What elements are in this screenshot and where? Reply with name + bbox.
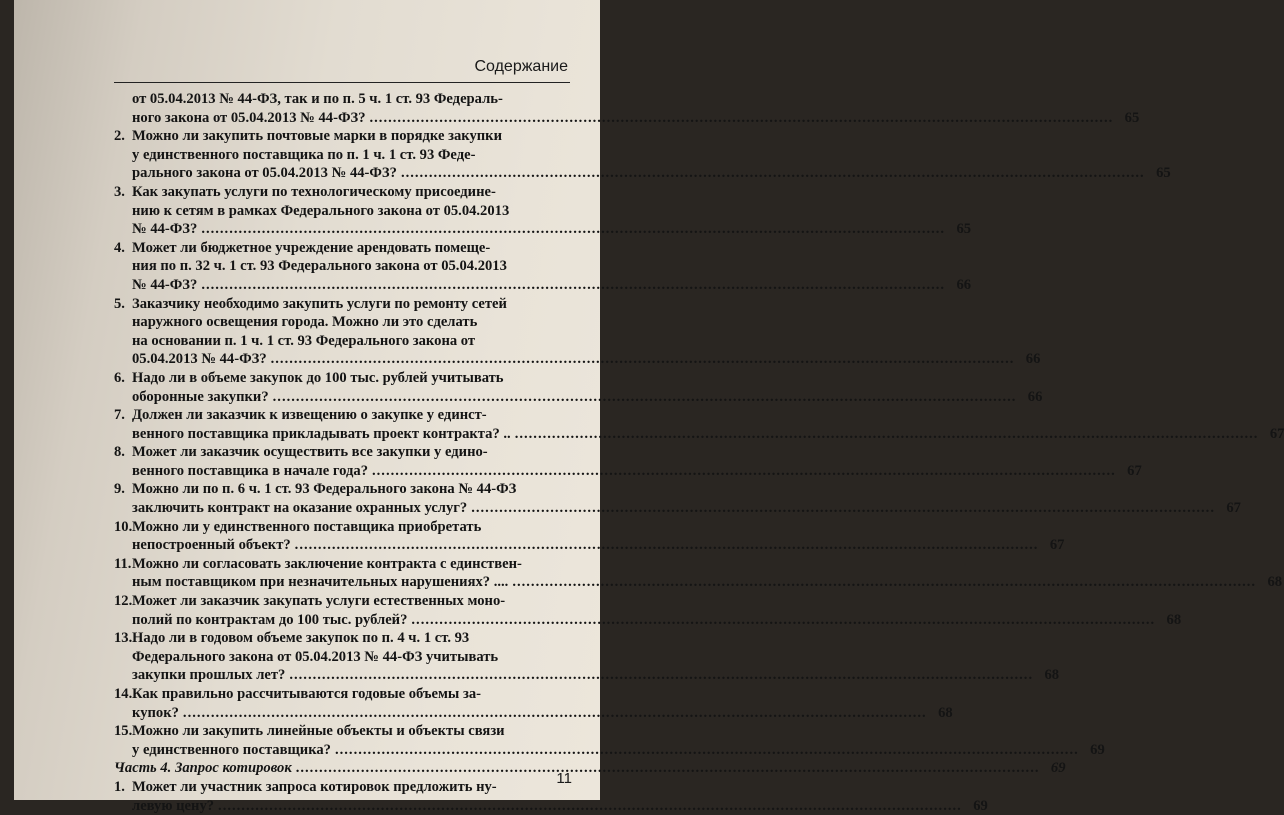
toc-entry-line: Можно ли закупить линейные объекты и объекты связи: [132, 723, 505, 740]
toc-page-number: 66: [1025, 351, 1041, 368]
toc-entry-line: Должен ли заказчик к извещению о закупке у единст-: [132, 407, 487, 424]
toc-entry-body: [132, 629, 1059, 685]
toc-entry-text: Часть 4. Запрос котировок: [114, 760, 292, 777]
toc-page-number: 67: [1127, 462, 1142, 479]
toc-page-number: 68: [1044, 667, 1060, 684]
toc-entry-line: [132, 462, 1142, 481]
toc-entry-number: 13.: [114, 630, 133, 647]
toc-entry-line: Может ли участник запроса котировок предложить ну-: [132, 778, 497, 795]
toc-entry-body: [132, 369, 1042, 406]
toc-entry-number: 1.: [114, 778, 125, 795]
toc-entry-body: [132, 685, 953, 722]
toc-entry-number: 12.: [114, 593, 133, 610]
toc-entry-body: [132, 90, 1139, 127]
book-page: [14, 0, 1284, 814]
toc-entry: [114, 518, 1065, 555]
toc-leader-dots: [201, 220, 945, 239]
toc-page-number: 67: [1269, 425, 1284, 442]
toc-entry: [114, 295, 1041, 369]
toc-entry-text: купок?: [132, 704, 179, 721]
toc-leader-dots: [471, 499, 1215, 518]
toc-entry: [114, 443, 1142, 480]
toc-entry-line: [132, 536, 1064, 555]
toc-entry-line: [132, 388, 1042, 407]
toc-entry-line: у единственного поставщика по п. 1 ч. 1 ст. 93 Феде-: [132, 146, 476, 163]
toc-entry-text: венного поставщика прикладывать проект контракта? ..: [132, 425, 511, 442]
toc-entry-text: полий по контрактам до 100 тыс. рублей?: [132, 611, 408, 628]
toc-entry-number: [114, 90, 132, 127]
toc-entry: [114, 592, 1182, 629]
toc-entry-text: ным поставщиком при незначительных нарушениях? ....: [132, 574, 509, 591]
toc-leader-dots: [370, 109, 1114, 128]
header-title: Содержание: [474, 58, 568, 75]
toc-page-number: 69: [973, 797, 988, 814]
toc-leader-dots: [201, 276, 945, 295]
toc-entry: [114, 629, 1060, 685]
toc-entry-body: [132, 127, 1171, 183]
toc-entry-body: [132, 722, 1105, 759]
toc-entry-line: Может ли заказчик осуществить все закупки у едино-: [132, 444, 488, 461]
toc-entry-line: Заказчику необходимо закупить услуги по ремонту сетей: [132, 295, 507, 312]
toc-entry-line: от 05.04.2013 № 44-ФЗ, так и по п. 5 ч. 1 ст. 93 Федераль-: [132, 91, 503, 107]
toc-entry-body: [132, 295, 1040, 369]
toc-entry-line: [132, 666, 1059, 685]
toc-entry-line: Можно ли по п. 6 ч. 1 ст. 93 Федерального закона № 44-ФЗ: [132, 481, 517, 498]
toc-entry-line: Федерального закона от 05.04.2013 № 44-ФЗ учитывать: [132, 648, 499, 665]
table-of-contents: [114, 90, 1284, 815]
toc-entry-line: [132, 164, 1171, 183]
toc-entry: [114, 183, 972, 239]
toc-page-number: 68: [1267, 574, 1283, 591]
toc-page-number: 67: [1226, 500, 1241, 517]
toc-entry-body: [132, 183, 971, 239]
toc-page-number: 69: [1050, 760, 1066, 777]
toc-entry-line: Можно ли у единственного поставщика приобретать: [132, 518, 482, 535]
toc-leader-dots: [183, 704, 927, 723]
toc-entry-line: Как закупать услуги по технологическому присоедине-: [132, 183, 496, 200]
toc-leader-dots: [401, 164, 1145, 183]
toc-entry-number: 15.: [114, 723, 133, 740]
toc-entry-line: на основании п. 1 ч. 1 ст. 93 Федерального закона от: [132, 332, 476, 349]
toc-entry: [114, 90, 1140, 127]
toc-entry-text: № 44-ФЗ?: [132, 276, 198, 293]
toc-entry-line: ния по п. 32 ч. 1 ст. 93 Федерального закона от 05.04.2013: [132, 258, 507, 275]
toc-entry-number: 6.: [114, 369, 125, 386]
toc-entry: [114, 239, 972, 295]
toc-leader-dots: [515, 425, 1259, 444]
running-header: [114, 56, 570, 83]
toc-entry-text: венного поставщика в начале года?: [132, 462, 368, 479]
toc-entry: [114, 555, 1283, 592]
toc-entry-number: 3.: [114, 183, 125, 200]
toc-entry-line: Можно ли закупить почтовые марки в порядке закупки: [132, 128, 502, 145]
toc-leader-dots: [296, 759, 1040, 778]
toc-entry-number: 4.: [114, 239, 125, 256]
toc-entry-line: [132, 704, 953, 723]
toc-entry-body: [114, 759, 1065, 778]
toc-page-number: 69: [1090, 741, 1105, 758]
toc-entry-line: Надо ли в объеме закупок до 100 тыс. рублей учитывать: [132, 369, 504, 386]
toc-entry-body: [132, 443, 1142, 480]
toc-entry-number: 8.: [114, 444, 125, 461]
toc-entry-text: непостроенный объект?: [132, 537, 291, 554]
toc-entry: [114, 685, 953, 722]
toc-entry-line: [132, 611, 1181, 630]
toc-entry-number: 11.: [114, 555, 132, 572]
toc-entry-line: [132, 425, 1284, 444]
toc-leader-dots: [335, 741, 1079, 760]
toc-page-number: 65: [1156, 165, 1171, 182]
toc-entry: [114, 722, 1105, 759]
toc-entry-text: оборонные закупки?: [132, 388, 269, 405]
toc-entry-text: закупки прошлых лет?: [132, 667, 286, 684]
toc-part-heading: [114, 759, 1066, 778]
toc-entry: [114, 127, 1171, 183]
toc-entry: [114, 369, 1043, 406]
toc-entry-line: Как правильно рассчитываются годовые объемы за-: [132, 686, 481, 702]
toc-page-number: 65: [1124, 109, 1140, 126]
toc-entry-number: 2.: [114, 128, 125, 145]
toc-entry-line: [114, 759, 1065, 778]
toc-entry-body: [132, 592, 1181, 629]
toc-leader-dots: [289, 666, 1033, 685]
toc-entry-number: 10.: [114, 518, 133, 535]
toc-entry-body: [132, 406, 1284, 443]
toc-leader-dots: [271, 350, 1015, 369]
toc-entry-line: [132, 741, 1105, 760]
toc-leader-dots: [372, 462, 1116, 481]
toc-leader-dots: [295, 536, 1039, 555]
toc-entry-body: [132, 480, 1241, 517]
toc-entry-line: [132, 573, 1282, 592]
toc-leader-dots: [218, 797, 962, 815]
toc-entry-line: [132, 220, 971, 239]
toc-entry-text: № 44-ФЗ?: [132, 221, 198, 238]
toc-leader-dots: [411, 611, 1155, 630]
toc-entry-line: Надо ли в годовом объеме закупок по п. 4 ч. 1 ст. 93: [132, 630, 470, 647]
toc-entry-line: Можно ли согласовать заключение контракта с единствен-: [132, 555, 522, 572]
toc-entry-body: [132, 518, 1064, 555]
page-number: 11: [556, 770, 572, 787]
toc-entry-line: [132, 276, 971, 295]
toc-page-number: 66: [956, 276, 972, 293]
toc-entry-line: [132, 499, 1241, 518]
toc-entry-number: 9.: [114, 481, 125, 498]
toc-entry-text: 05.04.2013 № 44-ФЗ?: [132, 351, 267, 368]
toc-entry-line: Может ли заказчик закупать услуги естественных моно-: [132, 593, 506, 610]
toc-page-number: 68: [938, 704, 953, 721]
toc-entry-line: Может ли бюджетное учреждение арендовать помеще-: [132, 239, 491, 256]
toc-entry-number: 7.: [114, 407, 125, 424]
toc-entry-body: [132, 555, 1282, 592]
toc-page-number: 68: [1166, 611, 1182, 628]
toc-entry-line: [132, 797, 988, 815]
toc-entry-line: наружного освещения города. Можно ли это сделать: [132, 314, 478, 331]
toc-page-number: 65: [956, 221, 972, 238]
toc-entry-number: 5.: [114, 295, 125, 312]
toc-leader-dots: [512, 573, 1256, 592]
toc-entry: [114, 480, 1241, 517]
toc-entry-text: рального закона от 05.04.2013 № 44-ФЗ?: [132, 165, 397, 182]
toc-entry-text: заключить контракт на оказание охранных услуг?: [132, 500, 468, 517]
toc-entry-text: ного закона от 05.04.2013 № 44-ФЗ?: [132, 109, 366, 126]
toc-entry-body: [132, 239, 971, 295]
toc-page-number: 67: [1049, 537, 1065, 554]
toc-leader-dots: [273, 388, 1017, 407]
toc-page-number: 66: [1027, 388, 1043, 405]
toc-entry-number: 14.: [114, 686, 133, 702]
toc-entry: [114, 406, 1284, 443]
toc-entry-line: [132, 350, 1040, 369]
toc-entry-line: нию к сетям в рамках Федерального закона от 05.04.2013: [132, 202, 510, 219]
toc-entry-text: у единственного поставщика?: [132, 741, 331, 758]
toc-entry-line: [132, 109, 1139, 128]
toc-entry-text: левую цену?: [132, 797, 215, 814]
